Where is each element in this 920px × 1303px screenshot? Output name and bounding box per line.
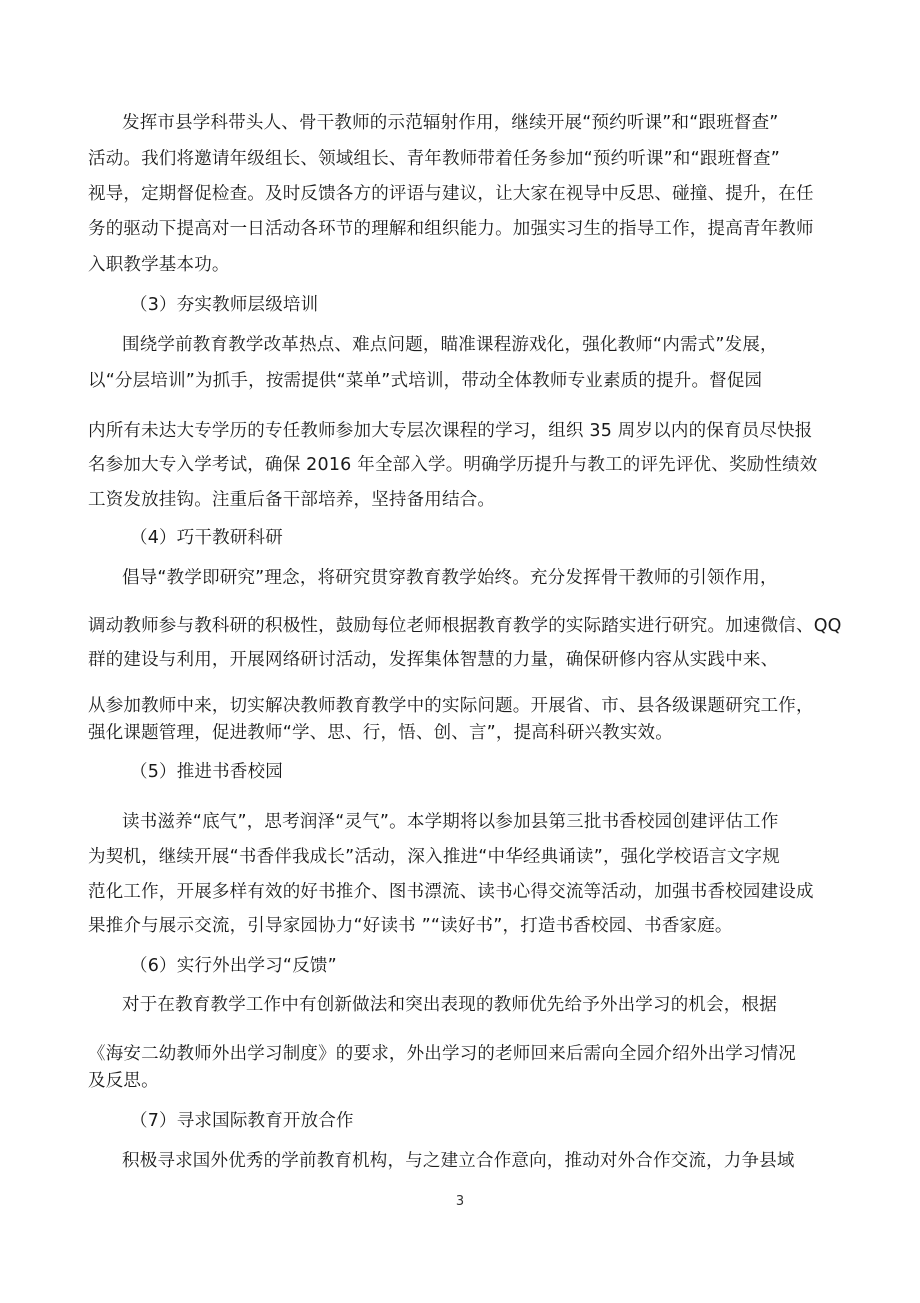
paragraph-line: 活动。我们将邀请年级组长、领域组长、青年教师带着任务参加“预约听课”和“跟班督查” bbox=[88, 149, 780, 169]
section-heading: （3）夯实教师层级培训 bbox=[130, 295, 319, 315]
paragraph-line: 读书滋养“底气”，思考润泽“灵气”。本学期将以参加县第三批书香校园创建评估工作 bbox=[122, 812, 779, 832]
paragraph-line: 调动教师参与教科研的积极性，鼓励每位老师根据教育教学的实际踏实进行研究。加速微信、QQ bbox=[88, 616, 842, 636]
paragraph-line: 对于在教育教学工作中有创新做法和突出表现的教师优先给予外出学习的机会，根据 bbox=[122, 995, 777, 1015]
paragraph-line: 内所有未达大专学历的专任教师参加大专层次课程的学习，组织 35 周岁以内的保育员尽快报 bbox=[88, 421, 813, 441]
paragraph-line: 务的驱动下提高对一日活动各环节的理解和组织能力。加强实习生的指导工作，提高青年教师 bbox=[88, 219, 814, 239]
paragraph-line: 强化课题管理，促进教师“学、思、行，悟、创、言”，提高科研兴教实效。 bbox=[88, 723, 673, 743]
paragraph-line: 积极寻求国外优秀的学前教育机构，与之建立合作意向，推动对外合作交流，力争县域 bbox=[122, 1151, 795, 1171]
paragraph-line: 视导，定期督促检查。及时反馈各方的评语与建议，让大家在视导中反思、碰撞、提升，在任 bbox=[88, 184, 814, 204]
paragraph-line: 及反思。 bbox=[88, 1071, 159, 1091]
paragraph-line: 群的建设与利用，开展网络研讨活动，发挥集体智慧的力量，确保研修内容从实践中来、 bbox=[88, 650, 779, 670]
section-heading: （5）推进书香校园 bbox=[130, 762, 283, 782]
paragraph-line: 围绕学前教育教学改革热点、难点问题，瞄准课程游戏化，强化教师“内需式”发展， bbox=[122, 335, 778, 355]
paragraph-line: 为契机，继续开展“书香伴我成长”活动，深入推进“中华经典诵读”，强化学校语言文字规 bbox=[88, 847, 780, 867]
paragraph-line: 名参加大专入学考试，确保 2016 年全部入学。明确学历提升与教工的评先评优、奖励性绩效 bbox=[88, 455, 818, 475]
paragraph-line: 《海安二幼教师外出学习制度》的要求，外出学习的老师回来后需向全园介绍外出学习情况 bbox=[88, 1044, 796, 1064]
paragraph-line: 入职教学基本功。 bbox=[88, 255, 230, 275]
paragraph-line: 倡导“教学即研究”理念，将研究贯穿教育教学始终。充分发挥骨干教师的引领作用， bbox=[122, 568, 778, 588]
paragraph-line: 发挥市县学科带头人、骨干教师的示范辐射作用，继续开展“预约听课”和“跟班督查” bbox=[122, 113, 779, 133]
paragraph-line: 工资发放挂钩。注重后备干部培养，坚持备用结合。 bbox=[88, 490, 496, 510]
section-heading: （4）巧干教研科研 bbox=[130, 528, 283, 548]
paragraph-line: 以“分层培训”为抓手，按需提供“菜单”式培训，带动全体教师专业素质的提升。督促园 bbox=[88, 371, 763, 391]
page-number: 3 bbox=[455, 1194, 465, 1209]
section-heading: （7）寻求国际教育开放合作 bbox=[130, 1111, 354, 1131]
paragraph-line: 范化工作，开展多样有效的好书推介、图书漂流、读书心得交流等活动，加强书香校园建设成 bbox=[88, 882, 814, 902]
paragraph-line: 从参加教师中来，切实解决教师教育教学中的实际问题。开展省、市、县各级课题研究工作， bbox=[88, 696, 814, 716]
section-heading: （6）实行外出学习“反馈” bbox=[130, 956, 337, 976]
paragraph-line: 果推介与展示交流，引导家园协力“好读书 ”“读好书”，打造书香校园、书香家庭。 bbox=[88, 916, 733, 936]
